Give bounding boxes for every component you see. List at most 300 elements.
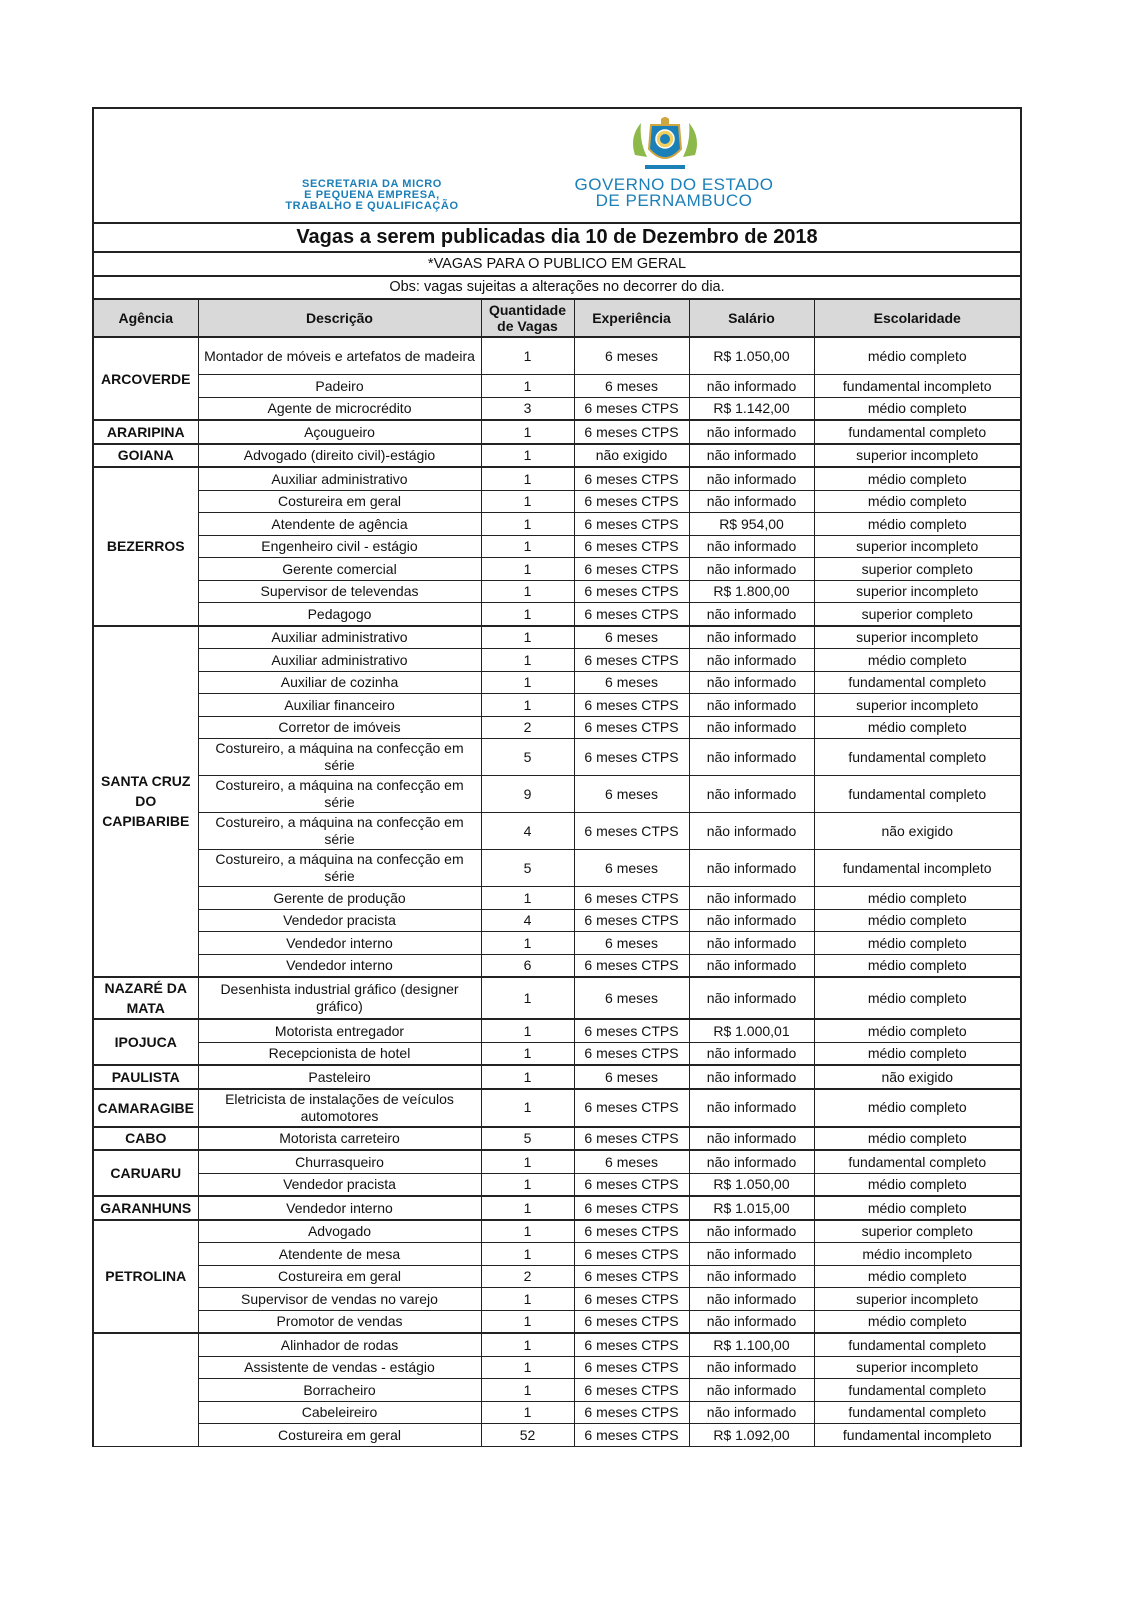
descricao-cell: Pasteleiro xyxy=(198,1065,481,1089)
escolaridade-cell: médio completo xyxy=(814,1089,1020,1127)
quantidade-cell: 9 xyxy=(481,776,574,813)
experiencia-cell: 6 meses CTPS xyxy=(574,813,689,850)
table-row xyxy=(94,1288,1020,1311)
table-row xyxy=(94,535,1020,558)
escolaridade-cell: médio completo xyxy=(814,887,1020,910)
descricao-cell: Vendedor interno xyxy=(198,932,481,955)
table-row xyxy=(94,776,1020,813)
salario-cell: não informado xyxy=(689,1220,814,1243)
descricao-cell: Auxiliar financeiro xyxy=(198,694,481,717)
table-row xyxy=(94,887,1020,910)
table-row xyxy=(94,397,1020,420)
experiencia-cell: 6 meses CTPS xyxy=(574,716,689,739)
quantidade-cell: 1 xyxy=(481,337,574,375)
quantidade-cell: 1 xyxy=(481,1379,574,1402)
experiencia-cell: 6 meses CTPS xyxy=(574,1089,689,1127)
vacancies-table xyxy=(94,298,1020,1447)
descricao-cell: Pedagogo xyxy=(198,603,481,626)
experiencia-cell: 6 meses CTPS xyxy=(574,909,689,932)
descricao-cell: Churrasqueiro xyxy=(198,1150,481,1173)
escolaridade-cell: não exigido xyxy=(814,813,1020,850)
table-row xyxy=(94,932,1020,955)
table-row xyxy=(94,513,1020,536)
governo-line-2: DE PERNAMBUCO xyxy=(595,191,753,210)
salario-cell: não informado xyxy=(689,1379,814,1402)
experiencia-cell: 6 meses CTPS xyxy=(574,1356,689,1379)
quantidade-cell: 1 xyxy=(481,1288,574,1311)
experiencia-cell: 6 meses CTPS xyxy=(574,1424,689,1447)
descricao-cell: Atendente de agência xyxy=(198,513,481,536)
salario-cell: não informado xyxy=(689,850,814,887)
descricao-cell: Açougueiro xyxy=(198,420,481,444)
salario-cell: R$ 1.100,00 xyxy=(689,1333,814,1356)
agency-cell: SANTA CRUZ DO CAPIBARIBE xyxy=(94,626,198,978)
table-header-row xyxy=(94,299,1020,337)
table-row xyxy=(94,1196,1020,1220)
quantidade-cell: 4 xyxy=(481,813,574,850)
escolaridade-cell: médio completo xyxy=(814,1196,1020,1220)
table-body xyxy=(94,337,1020,1446)
descricao-cell: Advogado xyxy=(198,1220,481,1243)
experiencia-cell: 6 meses xyxy=(574,671,689,694)
descricao-cell: Vendedor interno xyxy=(198,954,481,977)
table-row xyxy=(94,1127,1020,1151)
descricao-cell: Costureira em geral xyxy=(198,1265,481,1288)
quantidade-cell: 1 xyxy=(481,694,574,717)
salario-cell: não informado xyxy=(689,671,814,694)
quantidade-cell: 1 xyxy=(481,1401,574,1424)
descricao-cell: Montador de móveis e artefatos de madeira xyxy=(198,337,481,375)
escolaridade-cell: médio completo xyxy=(814,1019,1020,1042)
quantidade-cell: 1 xyxy=(481,467,574,490)
salario-cell: não informado xyxy=(689,1401,814,1424)
secretaria-line-3: TRABALHO E QUALIFICAÇÃO xyxy=(285,200,459,212)
descricao-cell: Costureira em geral xyxy=(198,1424,481,1447)
escolaridade-cell: superior incompleto xyxy=(814,580,1020,603)
descricao-cell: Auxiliar administrativo xyxy=(198,626,481,649)
job-listing-sheet xyxy=(92,107,1022,1447)
descricao-cell: Vendedor pracista xyxy=(198,1173,481,1196)
salario-cell: não informado xyxy=(689,649,814,672)
table-row xyxy=(94,626,1020,649)
agency-cell: GARANHUNS xyxy=(94,1196,198,1220)
table-row xyxy=(94,1065,1020,1089)
quantidade-cell: 1 xyxy=(481,375,574,398)
experiencia-cell: 6 meses CTPS xyxy=(574,1196,689,1220)
table-row xyxy=(94,1089,1020,1127)
salario-cell: não informado xyxy=(689,909,814,932)
descricao-cell: Eletricista de instalações de veículos automotores xyxy=(198,1089,481,1127)
salario-cell: não informado xyxy=(689,887,814,910)
descricao-cell: Padeiro xyxy=(198,375,481,398)
experiencia-cell: 6 meses CTPS xyxy=(574,603,689,626)
quantidade-cell: 5 xyxy=(481,1127,574,1151)
table-row xyxy=(94,337,1020,375)
quantidade-cell: 1 xyxy=(481,1065,574,1089)
salario-cell: não informado xyxy=(689,1127,814,1151)
descricao-cell: Engenheiro civil - estágio xyxy=(198,535,481,558)
table-row xyxy=(94,813,1020,850)
descricao-cell: Alinhador de rodas xyxy=(198,1333,481,1356)
experiencia-cell: 6 meses CTPS xyxy=(574,1220,689,1243)
table-row xyxy=(94,716,1020,739)
experiencia-cell: 6 meses xyxy=(574,776,689,813)
salario-cell: não informado xyxy=(689,694,814,717)
salario-cell: não informado xyxy=(689,776,814,813)
quantidade-cell: 2 xyxy=(481,1265,574,1288)
salario-cell: R$ 1.050,00 xyxy=(689,1173,814,1196)
agency-cell: BEZERROS xyxy=(94,467,198,626)
descricao-cell: Promotor de vendas xyxy=(198,1310,481,1333)
agency-cell: PETROLINA xyxy=(94,1220,198,1334)
escolaridade-cell: médio completo xyxy=(814,490,1020,513)
quantidade-cell: 52 xyxy=(481,1424,574,1447)
salario-cell: R$ 1.092,00 xyxy=(689,1424,814,1447)
header-logos xyxy=(94,109,1020,224)
escolaridade-cell: superior completo xyxy=(814,603,1020,626)
table-row xyxy=(94,850,1020,887)
quantidade-cell: 1 xyxy=(481,513,574,536)
salario-cell: não informado xyxy=(689,977,814,1019)
table-row xyxy=(94,1042,1020,1065)
table-row xyxy=(94,1150,1020,1173)
escolaridade-cell: fundamental incompleto xyxy=(814,1424,1020,1447)
quantidade-cell: 1 xyxy=(481,535,574,558)
escolaridade-cell: médio completo xyxy=(814,977,1020,1019)
table-row xyxy=(94,490,1020,513)
experiencia-cell: 6 meses CTPS xyxy=(574,1173,689,1196)
escolaridade-cell: superior completo xyxy=(814,558,1020,581)
experiencia-cell: 6 meses CTPS xyxy=(574,1379,689,1402)
agency-cell xyxy=(94,1333,198,1446)
quantidade-cell: 1 xyxy=(481,671,574,694)
descricao-cell: Motorista entregador xyxy=(198,1019,481,1042)
table-row xyxy=(94,1356,1020,1379)
salario-cell: R$ 954,00 xyxy=(689,513,814,536)
escolaridade-cell: fundamental completo xyxy=(814,1401,1020,1424)
table-row xyxy=(94,1424,1020,1447)
salario-cell: não informado xyxy=(689,739,814,776)
salario-cell: não informado xyxy=(689,603,814,626)
salario-cell: não informado xyxy=(689,467,814,490)
salario-cell: não informado xyxy=(689,954,814,977)
quantidade-cell: 1 xyxy=(481,1089,574,1127)
column-header-salario: Salário xyxy=(689,299,814,337)
quantidade-cell: 1 xyxy=(481,1243,574,1266)
escolaridade-cell: fundamental completo xyxy=(814,420,1020,444)
salario-cell: R$ 1.015,00 xyxy=(689,1196,814,1220)
salario-cell: não informado xyxy=(689,1310,814,1333)
table-row xyxy=(94,1220,1020,1243)
escolaridade-cell: fundamental incompleto xyxy=(814,850,1020,887)
experiencia-cell: 6 meses CTPS xyxy=(574,467,689,490)
descricao-cell: Assistente de vendas - estágio xyxy=(198,1356,481,1379)
column-header-experiencia: Experiência xyxy=(574,299,689,337)
experiencia-cell: 6 meses CTPS xyxy=(574,490,689,513)
salario-cell: R$ 1.050,00 xyxy=(689,337,814,375)
escolaridade-cell: médio completo xyxy=(814,932,1020,955)
escolaridade-cell: superior incompleto xyxy=(814,694,1020,717)
quantidade-cell: 4 xyxy=(481,909,574,932)
descricao-cell: Costureiro, a máquina na confecção em série xyxy=(198,813,481,850)
descricao-cell: Supervisor de vendas no varejo xyxy=(198,1288,481,1311)
pernambuco-crest-icon xyxy=(625,115,705,175)
quantidade-cell: 1 xyxy=(481,558,574,581)
table-row xyxy=(94,1333,1020,1356)
table-row xyxy=(94,1019,1020,1042)
agency-cell: IPOJUCA xyxy=(94,1019,198,1065)
experiencia-cell: 6 meses CTPS xyxy=(574,649,689,672)
agency-cell: CARUARU xyxy=(94,1150,198,1196)
experiencia-cell: não exigido xyxy=(574,444,689,468)
descricao-cell: Recepcionista de hotel xyxy=(198,1042,481,1065)
table-row xyxy=(94,444,1020,468)
escolaridade-cell: fundamental completo xyxy=(814,671,1020,694)
salario-cell: não informado xyxy=(689,375,814,398)
experiencia-cell: 6 meses CTPS xyxy=(574,513,689,536)
escolaridade-cell: não exigido xyxy=(814,1065,1020,1089)
descricao-cell: Gerente comercial xyxy=(198,558,481,581)
experiencia-cell: 6 meses CTPS xyxy=(574,580,689,603)
agency-cell: GOIANA xyxy=(94,444,198,468)
table-row xyxy=(94,580,1020,603)
salario-cell: não informado xyxy=(689,558,814,581)
escolaridade-cell: fundamental completo xyxy=(814,739,1020,776)
escolaridade-cell: médio completo xyxy=(814,909,1020,932)
experiencia-cell: 6 meses CTPS xyxy=(574,1127,689,1151)
experiencia-cell: 6 meses CTPS xyxy=(574,420,689,444)
descricao-cell: Gerente de produção xyxy=(198,887,481,910)
descricao-cell: Costureiro, a máquina na confecção em série xyxy=(198,850,481,887)
governo-line-1: GOVERNO DO ESTADO xyxy=(574,175,774,194)
escolaridade-cell: fundamental completo xyxy=(814,776,1020,813)
descricao-cell: Vendedor pracista xyxy=(198,909,481,932)
escolaridade-cell: fundamental completo xyxy=(814,1333,1020,1356)
agency-cell: NAZARÉ DA MATA xyxy=(94,977,198,1019)
experiencia-cell: 6 meses CTPS xyxy=(574,1333,689,1356)
column-header-quantidade: Quantidade de Vagas xyxy=(481,299,574,337)
quantidade-cell: 1 xyxy=(481,1196,574,1220)
salario-cell: R$ 1.142,00 xyxy=(689,397,814,420)
table-row xyxy=(94,1379,1020,1402)
salario-cell: não informado xyxy=(689,1243,814,1266)
experiencia-cell: 6 meses CTPS xyxy=(574,558,689,581)
table-row xyxy=(94,1243,1020,1266)
table-row xyxy=(94,909,1020,932)
quantidade-cell: 5 xyxy=(481,739,574,776)
table-row xyxy=(94,694,1020,717)
escolaridade-cell: médio incompleto xyxy=(814,1243,1020,1266)
escolaridade-cell: superior incompleto xyxy=(814,1288,1020,1311)
descricao-cell: Cabeleireiro xyxy=(198,1401,481,1424)
escolaridade-cell: fundamental incompleto xyxy=(814,375,1020,398)
table-row xyxy=(94,671,1020,694)
quantidade-cell: 1 xyxy=(481,603,574,626)
quantidade-cell: 1 xyxy=(481,932,574,955)
escolaridade-cell: médio completo xyxy=(814,954,1020,977)
page-subtitle: *VAGAS PARA O PUBLICO EM GERAL xyxy=(94,253,1020,277)
escolaridade-cell: médio completo xyxy=(814,1173,1020,1196)
experiencia-cell: 6 meses CTPS xyxy=(574,887,689,910)
experiencia-cell: 6 meses CTPS xyxy=(574,739,689,776)
descricao-cell: Borracheiro xyxy=(198,1379,481,1402)
observation-note: Obs: vagas sujeitas a alterações no decorrer do dia. xyxy=(389,279,725,295)
escolaridade-cell: médio completo xyxy=(814,1127,1020,1151)
quantidade-cell: 1 xyxy=(481,1173,574,1196)
experiencia-cell: 6 meses xyxy=(574,1150,689,1173)
descricao-cell: Corretor de imóveis xyxy=(198,716,481,739)
experiencia-cell: 6 meses xyxy=(574,932,689,955)
descricao-cell: Atendente de mesa xyxy=(198,1243,481,1266)
agency-cell: PAULISTA xyxy=(94,1065,198,1089)
quantidade-cell: 1 xyxy=(481,490,574,513)
quantidade-cell: 1 xyxy=(481,1150,574,1173)
experiencia-cell: 6 meses xyxy=(574,850,689,887)
escolaridade-cell: superior incompleto xyxy=(814,626,1020,649)
salario-cell: não informado xyxy=(689,1288,814,1311)
salario-cell: não informado xyxy=(689,1150,814,1173)
salario-cell: não informado xyxy=(689,626,814,649)
descricao-cell: Advogado (direito civil)-estágio xyxy=(198,444,481,468)
descricao-cell: Desenhista industrial gráfico (designer gráfico) xyxy=(198,977,481,1019)
descricao-cell: Auxiliar administrativo xyxy=(198,649,481,672)
escolaridade-cell: superior incompleto xyxy=(814,444,1020,468)
quantidade-cell: 1 xyxy=(481,1019,574,1042)
escolaridade-cell: médio completo xyxy=(814,716,1020,739)
secretaria-line-2: E PEQUENA EMPRESA, xyxy=(304,189,440,201)
experiencia-cell: 6 meses xyxy=(574,977,689,1019)
experiencia-cell: 6 meses CTPS xyxy=(574,694,689,717)
experiencia-cell: 6 meses xyxy=(574,1065,689,1089)
secretaria-logo-text xyxy=(262,179,482,212)
quantidade-cell: 1 xyxy=(481,1310,574,1333)
table-row xyxy=(94,1173,1020,1196)
quantidade-cell: 1 xyxy=(481,420,574,444)
salario-cell: não informado xyxy=(689,1265,814,1288)
salario-cell: não informado xyxy=(689,1356,814,1379)
quantidade-cell: 1 xyxy=(481,580,574,603)
table-row xyxy=(94,420,1020,444)
escolaridade-cell: fundamental completo xyxy=(814,1379,1020,1402)
column-header-agencia: Agência xyxy=(94,299,198,337)
quantidade-cell: 1 xyxy=(481,977,574,1019)
governo-logo-text xyxy=(534,177,814,209)
agency-cell: CAMARAGIBE xyxy=(94,1089,198,1127)
salario-cell: não informado xyxy=(689,535,814,558)
escolaridade-cell: fundamental completo xyxy=(814,1150,1020,1173)
salario-cell: não informado xyxy=(689,716,814,739)
column-header-escolaridade: Escolaridade xyxy=(814,299,1020,337)
experiencia-cell: 6 meses CTPS xyxy=(574,1042,689,1065)
experiencia-cell: 6 meses CTPS xyxy=(574,1288,689,1311)
salario-cell: R$ 1.800,00 xyxy=(689,580,814,603)
secretaria-line-1: SECRETARIA DA MICRO xyxy=(302,178,442,190)
table-row xyxy=(94,977,1020,1019)
table-row xyxy=(94,739,1020,776)
descricao-cell: Motorista carreteiro xyxy=(198,1127,481,1151)
quantidade-cell: 5 xyxy=(481,850,574,887)
salario-cell: R$ 1.000,01 xyxy=(689,1019,814,1042)
escolaridade-cell: superior incompleto xyxy=(814,535,1020,558)
table-row xyxy=(94,375,1020,398)
experiencia-cell: 6 meses CTPS xyxy=(574,1243,689,1266)
experiencia-cell: 6 meses CTPS xyxy=(574,1310,689,1333)
salario-cell: não informado xyxy=(689,932,814,955)
experiencia-cell: 6 meses CTPS xyxy=(574,535,689,558)
escolaridade-cell: médio completo xyxy=(814,397,1020,420)
quantidade-cell: 2 xyxy=(481,716,574,739)
agency-cell: ARCOVERDE xyxy=(94,337,198,420)
salario-cell: não informado xyxy=(689,1065,814,1089)
agency-cell: ARARIPINA xyxy=(94,420,198,444)
quantidade-cell: 1 xyxy=(481,444,574,468)
page-title: Vagas a serem publicadas dia 10 de Dezembro de 2018 xyxy=(94,224,1020,253)
salario-cell: não informado xyxy=(689,1089,814,1127)
experiencia-cell: 6 meses CTPS xyxy=(574,397,689,420)
table-row xyxy=(94,1310,1020,1333)
descricao-cell: Costureiro, a máquina na confecção em série xyxy=(198,739,481,776)
experiencia-cell: 6 meses CTPS xyxy=(574,954,689,977)
quantidade-cell: 1 xyxy=(481,1356,574,1379)
salario-cell: não informado xyxy=(689,813,814,850)
quantidade-cell: 1 xyxy=(481,1220,574,1243)
salario-cell: não informado xyxy=(689,444,814,468)
escolaridade-cell: superior incompleto xyxy=(814,1356,1020,1379)
experiencia-cell: 6 meses xyxy=(574,626,689,649)
descricao-cell: Auxiliar administrativo xyxy=(198,467,481,490)
table-row xyxy=(94,954,1020,977)
quantidade-cell: 6 xyxy=(481,954,574,977)
salario-cell: não informado xyxy=(689,1042,814,1065)
agency-cell: CABO xyxy=(94,1127,198,1151)
escolaridade-cell: médio completo xyxy=(814,1310,1020,1333)
descricao-cell: Supervisor de televendas xyxy=(198,580,481,603)
column-header-descricao: Descrição xyxy=(198,299,481,337)
escolaridade-cell: médio completo xyxy=(814,467,1020,490)
escolaridade-cell: superior completo xyxy=(814,1220,1020,1243)
experiencia-cell: 6 meses CTPS xyxy=(574,1265,689,1288)
experiencia-cell: 6 meses CTPS xyxy=(574,1019,689,1042)
quantidade-cell: 1 xyxy=(481,887,574,910)
experiencia-cell: 6 meses xyxy=(574,337,689,375)
salario-cell: não informado xyxy=(689,420,814,444)
escolaridade-cell: médio completo xyxy=(814,1265,1020,1288)
quantidade-cell: 1 xyxy=(481,1042,574,1065)
quantidade-cell: 1 xyxy=(481,649,574,672)
escolaridade-cell: médio completo xyxy=(814,649,1020,672)
quantidade-cell: 3 xyxy=(481,397,574,420)
descricao-cell: Vendedor interno xyxy=(198,1196,481,1220)
quantidade-cell: 1 xyxy=(481,1333,574,1356)
experiencia-cell: 6 meses CTPS xyxy=(574,1401,689,1424)
table-row xyxy=(94,1265,1020,1288)
table-row xyxy=(94,467,1020,490)
table-row xyxy=(94,558,1020,581)
table-row xyxy=(94,1401,1020,1424)
experiencia-cell: 6 meses xyxy=(574,375,689,398)
descricao-cell: Costureiro, a máquina na confecção em série xyxy=(198,776,481,813)
descricao-cell: Costureira em geral xyxy=(198,490,481,513)
escolaridade-cell: médio completo xyxy=(814,1042,1020,1065)
escolaridade-cell: médio completo xyxy=(814,337,1020,375)
descricao-cell: Auxiliar de cozinha xyxy=(198,671,481,694)
escolaridade-cell: médio completo xyxy=(814,513,1020,536)
descricao-cell: Agente de microcrédito xyxy=(198,397,481,420)
table-row xyxy=(94,649,1020,672)
table-row xyxy=(94,603,1020,626)
salario-cell: não informado xyxy=(689,490,814,513)
quantidade-cell: 1 xyxy=(481,626,574,649)
